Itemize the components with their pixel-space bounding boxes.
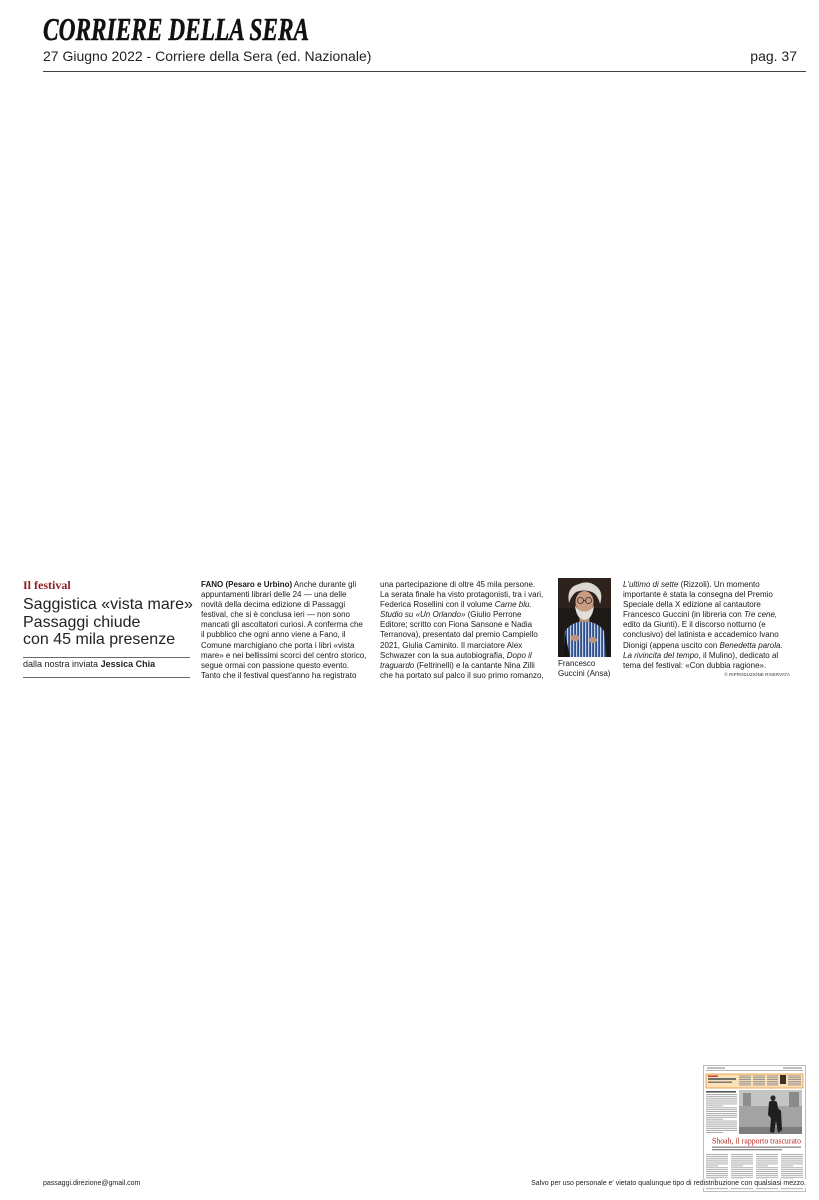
thumbnail-small-photo bbox=[780, 1075, 786, 1084]
thumbnail-text-line bbox=[731, 1169, 753, 1170]
body-line: il pubblico che ogni anno viene a Fano, il bbox=[201, 630, 346, 640]
thumbnail-text-line bbox=[731, 1165, 743, 1166]
article-body-column-1 bbox=[201, 580, 366, 681]
thumbnail-text-line bbox=[756, 1171, 778, 1172]
thumbnail-text-line bbox=[712, 1149, 782, 1150]
thumbnail-text-line bbox=[706, 1156, 728, 1157]
thumbnail-text-line bbox=[753, 1079, 765, 1080]
body-line bbox=[380, 610, 544, 620]
thumbnail-text-line bbox=[706, 1164, 728, 1165]
thumbnail-text-line bbox=[731, 1156, 753, 1157]
thumbnail-text-line bbox=[767, 1077, 778, 1078]
thumbnail-text-line bbox=[706, 1162, 728, 1163]
body-line bbox=[380, 600, 544, 610]
body-text: (Giulio Perrone bbox=[467, 610, 522, 620]
body-line: edito da Giunti). E il discorso notturno (e bbox=[623, 620, 766, 630]
thumbnail-text-line bbox=[756, 1175, 778, 1176]
thumbnail-text-line bbox=[731, 1177, 753, 1178]
body-line bbox=[623, 610, 783, 620]
body-line: importante è stata la consegna del Premio bbox=[623, 590, 773, 600]
thumbnail-text-line bbox=[706, 1130, 737, 1131]
thumbnail-text-line bbox=[781, 1162, 803, 1163]
thumbnail-text-line bbox=[706, 1123, 737, 1124]
thumbnail-text-line bbox=[706, 1104, 737, 1105]
body-line bbox=[380, 661, 544, 671]
book-title: Dopo il bbox=[506, 650, 532, 660]
thumbnail-text-line bbox=[731, 1188, 753, 1189]
body-line: Comune marchigiano che porta i libri «vista bbox=[201, 640, 355, 650]
thumbnail-text-line bbox=[781, 1175, 803, 1176]
thumbnail-text-line bbox=[706, 1165, 718, 1166]
book-title: Tre cene, bbox=[743, 610, 778, 620]
body-line bbox=[623, 580, 783, 590]
thumbnail-text-line bbox=[731, 1154, 753, 1155]
thumbnail-text-line bbox=[756, 1164, 778, 1165]
thumbnail-text-line bbox=[706, 1096, 737, 1097]
thumbnail-text-line bbox=[753, 1076, 765, 1077]
thumbnail-text-line bbox=[781, 1164, 803, 1165]
body-text: Francesco Guccini (in libreria con bbox=[623, 610, 742, 620]
thumbnail-text-line bbox=[706, 1098, 737, 1099]
headline-line: Saggistica «vista mare» bbox=[23, 596, 193, 613]
article-body-column-3 bbox=[623, 580, 783, 671]
thumbnail-text-line bbox=[788, 1085, 801, 1086]
thumbnail-text-line bbox=[706, 1071, 803, 1072]
thumbnail-text-line bbox=[788, 1077, 801, 1078]
footer-email: passaggi.direzione@gmail.com bbox=[43, 1180, 141, 1187]
thumbnail-text-line bbox=[706, 1121, 737, 1122]
book-title: La rivincita del tempo bbox=[623, 650, 699, 660]
thumbnail-text-line bbox=[706, 1175, 728, 1176]
thumbnail-text-line bbox=[767, 1083, 778, 1084]
thumbnail-text-line bbox=[706, 1115, 737, 1116]
body-line: una partecipazione di oltre 45 mila persone. bbox=[380, 580, 536, 589]
thumbnail-text-line bbox=[731, 1167, 753, 1168]
thumbnail-text-line bbox=[706, 1173, 728, 1174]
book-title: traguardo bbox=[380, 660, 415, 670]
thumbnail-text-line bbox=[756, 1154, 778, 1155]
thumbnail-text-line bbox=[788, 1081, 801, 1082]
thumbnail-text-line bbox=[753, 1081, 765, 1082]
body-line: Speciale della X edizione al cantautore bbox=[623, 600, 761, 610]
thumbnail-text-line bbox=[767, 1076, 778, 1077]
thumbnail-text-line bbox=[706, 1111, 737, 1112]
thumbnail-text-line bbox=[706, 1158, 728, 1159]
thumbnail-text-line bbox=[731, 1162, 753, 1163]
thumbnail-text-line bbox=[706, 1107, 737, 1108]
thumbnail-text-line bbox=[767, 1085, 778, 1086]
body-line bbox=[201, 580, 366, 590]
book-title: Benedetta parola. bbox=[719, 640, 783, 650]
masthead-logo: CORRIERE DELLA SERA bbox=[43, 11, 310, 47]
thumbnail-text-line bbox=[756, 1188, 778, 1189]
body-line: Tanto che il festival quest'anno ha registrato bbox=[201, 670, 357, 680]
thumbnail-text-line bbox=[706, 1160, 728, 1161]
caption-line: Francesco bbox=[558, 659, 596, 668]
article-byline bbox=[23, 659, 155, 670]
body-line bbox=[380, 651, 544, 661]
thumbnail-text-line bbox=[739, 1076, 751, 1077]
byline-divider-bottom bbox=[23, 677, 190, 678]
body-line: La serata finale ha visto protagonisti, tra i vari, bbox=[380, 590, 544, 600]
thumbnail-text-line bbox=[707, 1068, 725, 1069]
thumbnail-text-line bbox=[706, 1171, 728, 1172]
thumbnail-headline: Shoah, il rapporto trascurato bbox=[712, 1135, 801, 1146]
thumbnail-text-line bbox=[706, 1117, 737, 1118]
thumbnail-text-line bbox=[767, 1081, 778, 1082]
thumbnail-text-line bbox=[706, 1132, 723, 1133]
body-text: , il Mulino), dedicato al bbox=[698, 650, 779, 660]
article-kicker: Il festival bbox=[23, 578, 71, 592]
thumbnail-text-line bbox=[706, 1154, 728, 1155]
body-line: segue ormai con passione questo evento. bbox=[201, 660, 350, 670]
body-line: novità della decima edizione di Passaggi bbox=[201, 600, 346, 610]
thumbnail-text-line bbox=[781, 1188, 803, 1189]
thumbnail-text-line bbox=[788, 1079, 801, 1080]
headline-line: Passaggi chiude bbox=[23, 613, 141, 631]
thumbnail-text-line bbox=[706, 1124, 737, 1125]
header-divider bbox=[43, 71, 806, 72]
photo-caption bbox=[558, 659, 610, 679]
body-line: che ha portato sul palco il suo primo romanzo, bbox=[380, 670, 544, 680]
thumbnail-text-line bbox=[781, 1169, 803, 1170]
body-text: Anche durante gli bbox=[293, 580, 357, 589]
thumbnail-text-line bbox=[731, 1158, 753, 1159]
body-line: festival, che si è conclusa ieri — non sono bbox=[201, 610, 350, 620]
thumbnail-text-line bbox=[731, 1160, 753, 1161]
copyright-notice: © RIPRODUZIONE RISERVATA bbox=[724, 672, 790, 677]
page-thumbnail bbox=[703, 1065, 806, 1192]
edition-date-line: 27 Giugno 2022 - Corriere della Sera (ed. Nazionale) bbox=[43, 48, 372, 64]
thumbnail-text-line bbox=[781, 1160, 803, 1161]
body-text: (Feltrinelli) e la cantante Nina Zilli bbox=[416, 660, 535, 670]
thumbnail-text-line bbox=[781, 1156, 803, 1157]
thumbnail-text-line bbox=[739, 1083, 751, 1084]
thumbnail-text-line bbox=[706, 1100, 737, 1101]
thumbnail-text-line bbox=[739, 1077, 751, 1078]
thumbnail-text-line bbox=[781, 1165, 793, 1166]
thumbnail-text-line bbox=[706, 1113, 737, 1114]
book-title: Studio su «Un Orlando» bbox=[380, 610, 466, 620]
thumbnail-text-line bbox=[753, 1083, 765, 1084]
body-line: mancati gli ascoltatori curiosi. A conferma che bbox=[201, 620, 363, 630]
article-body-column-2 bbox=[380, 580, 544, 681]
thumbnail-text-line bbox=[781, 1158, 803, 1159]
book-title: Carne blu. bbox=[494, 600, 532, 610]
thumbnail-text-line bbox=[781, 1154, 803, 1155]
thumbnail-text-line bbox=[756, 1165, 768, 1166]
thumbnail-text-line bbox=[706, 1109, 737, 1110]
thumbnail-text-line bbox=[731, 1164, 753, 1165]
thumbnail-text-line bbox=[756, 1167, 778, 1168]
byline-prefix: dalla nostra inviata bbox=[23, 659, 99, 669]
body-line: Editore; scritto con Fiona Sansone e Nadia bbox=[380, 620, 533, 630]
thumbnail-text-line bbox=[788, 1083, 801, 1084]
body-line: tema del festival: «Con dubbia ragione». bbox=[623, 660, 767, 670]
thumbnail-text-line bbox=[756, 1177, 778, 1178]
thumbnail-text-line bbox=[706, 1091, 736, 1093]
thumbnail-text-line bbox=[706, 1169, 728, 1170]
thumbnail-text-line bbox=[706, 1128, 737, 1129]
thumbnail-text-line bbox=[739, 1085, 751, 1086]
book-title: L'ultimo di sette bbox=[623, 580, 679, 589]
thumbnail-text-line bbox=[739, 1079, 751, 1080]
thumbnail-text-line bbox=[706, 1119, 723, 1120]
thumbnail-text-line bbox=[756, 1169, 778, 1170]
thumbnail-text-line bbox=[756, 1156, 778, 1157]
page-number: pag. 37 bbox=[750, 48, 797, 64]
thumbnail-text-line bbox=[781, 1171, 803, 1172]
headline-line: con 45 mila presenze bbox=[23, 631, 176, 648]
thumbnail-text-line bbox=[753, 1085, 765, 1086]
thumbnail-text-line bbox=[781, 1173, 803, 1174]
thumbnail-text-line bbox=[706, 1177, 728, 1178]
thumbnail-text-line bbox=[731, 1173, 753, 1174]
thumbnail-text-line bbox=[756, 1162, 778, 1163]
thumbnail-text-line bbox=[753, 1077, 765, 1078]
byline-author: Jessica Chia bbox=[100, 659, 156, 669]
caption-line: Guccini (Ansa) bbox=[558, 669, 611, 679]
body-line: mare» e nei bellissimi scorci del centro storico, bbox=[201, 650, 367, 660]
thumbnail-text-line bbox=[781, 1177, 803, 1178]
byline-divider-top bbox=[23, 657, 190, 658]
body-line bbox=[623, 641, 783, 651]
body-text: (Rizzoli). Un momento bbox=[680, 580, 760, 589]
body-text: Schwazer con la sua autobiografia, bbox=[380, 650, 505, 660]
thumbnail-photo bbox=[739, 1090, 802, 1134]
thumbnail-text-line bbox=[756, 1160, 778, 1161]
thumbnail-text-line bbox=[706, 1167, 728, 1168]
thumbnail-text-line bbox=[788, 1076, 801, 1077]
body-text: Dionigi (appena uscito con bbox=[623, 640, 718, 650]
body-line: conclusivo) del latinista e accademico Ivano bbox=[623, 630, 779, 640]
article-headline bbox=[23, 596, 193, 649]
thumbnail-text-line bbox=[708, 1076, 718, 1077]
thumbnail-text-line bbox=[712, 1147, 801, 1148]
thumbnail-text-line bbox=[706, 1126, 737, 1127]
thumbnail-text-line bbox=[756, 1173, 778, 1174]
thumbnail-text-line bbox=[739, 1081, 751, 1082]
body-line bbox=[623, 651, 783, 661]
body-line: 2021, Giulia Caminito. Il marciatore Alex bbox=[380, 640, 523, 650]
body-text: Federica Rosellini con il volume bbox=[380, 600, 493, 610]
dateline: FANO (Pesaro e Urbino) bbox=[201, 580, 293, 589]
thumbnail-text-line bbox=[708, 1078, 736, 1080]
photo-francesco-guccini bbox=[558, 578, 611, 657]
thumbnail-text-line bbox=[756, 1158, 778, 1159]
thumbnail-text-line bbox=[781, 1167, 803, 1168]
thumbnail-text-line bbox=[731, 1175, 753, 1176]
body-line: appuntamenti librari delle 24 — una delle bbox=[201, 590, 347, 600]
thumbnail-text-line bbox=[731, 1171, 753, 1172]
body-line: Terranova), presentato dal premio Campiello bbox=[380, 630, 538, 640]
thumbnail-text-line bbox=[783, 1068, 802, 1069]
thumbnail-text-line bbox=[708, 1082, 732, 1083]
thumbnail-text-line bbox=[706, 1094, 737, 1095]
thumbnail-text-line bbox=[706, 1188, 728, 1189]
thumbnail-text-line bbox=[767, 1079, 778, 1080]
footer-copyright-notice: Salvo per uso personale e' vietato qualunque tipo di redistribuzione con qualsiasi mezzo. bbox=[531, 1180, 806, 1187]
thumbnail-text-line bbox=[706, 1105, 723, 1106]
thumbnail-text-line bbox=[706, 1102, 737, 1103]
